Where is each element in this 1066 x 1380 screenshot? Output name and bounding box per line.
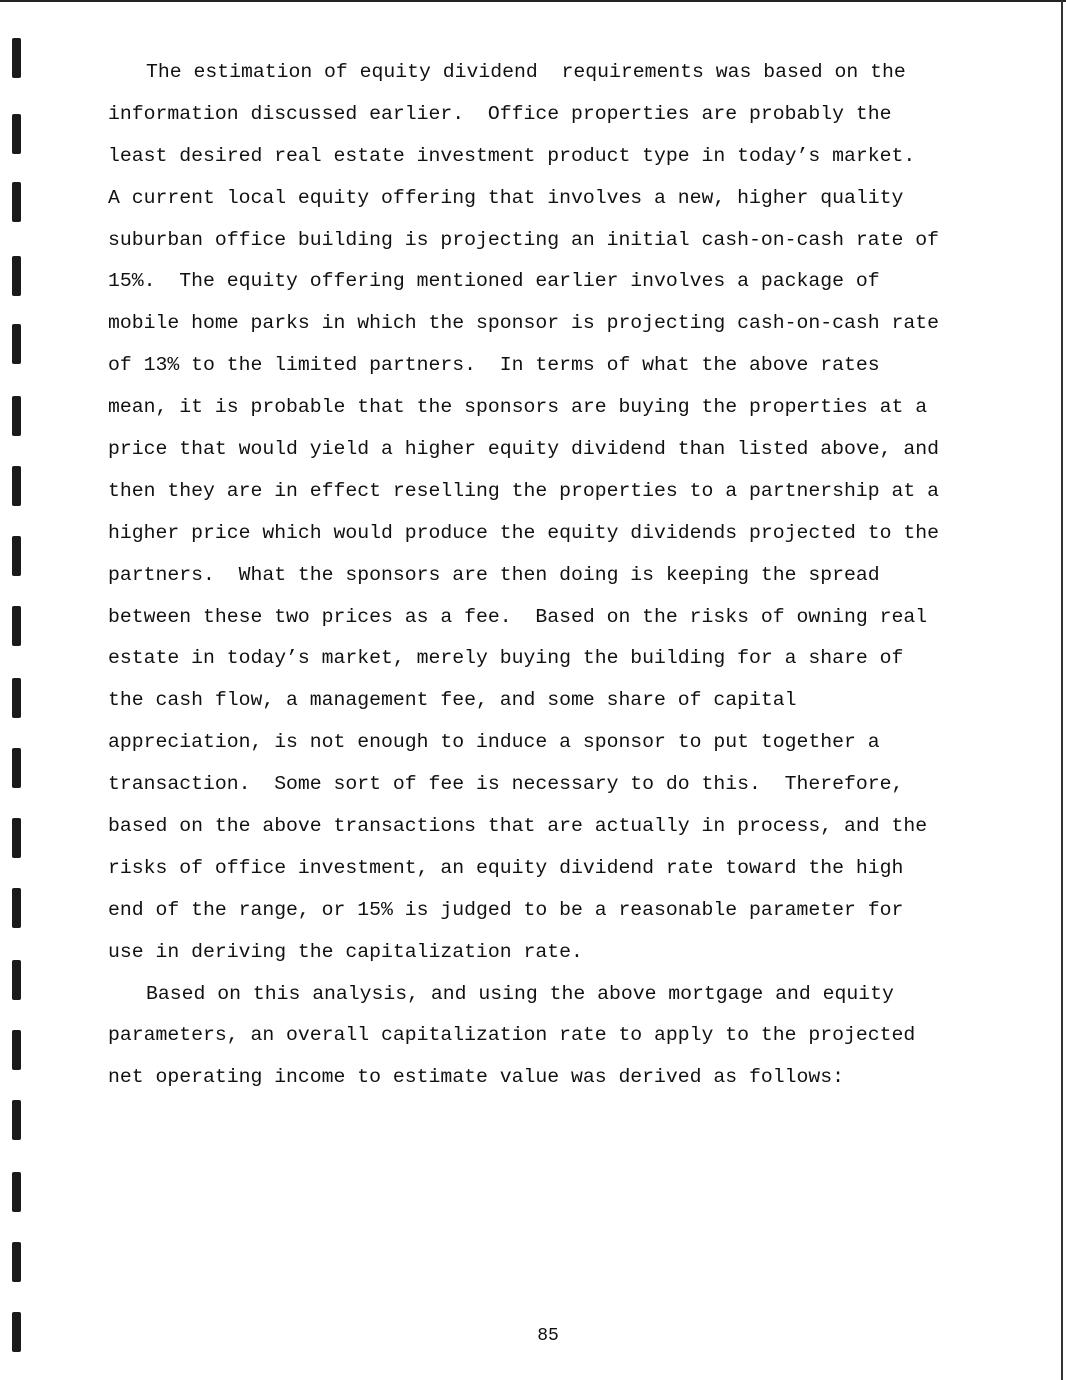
right-page-edge xyxy=(1061,0,1063,1380)
binding-hole xyxy=(12,114,21,154)
binding-holes xyxy=(6,0,26,1380)
binding-hole xyxy=(12,888,21,928)
binding-hole xyxy=(12,182,21,222)
text-line: transaction. Some sort of fee is necessary to do this. Therefore, xyxy=(108,773,904,796)
text-line: A current local equity offering that involves a new, higher quality xyxy=(108,186,904,209)
text-line: between these two prices as a fee. Based on the risks of owning real xyxy=(108,605,928,628)
text-line: information discussed earlier. Office properties are probably the xyxy=(108,102,892,125)
binding-hole xyxy=(12,38,21,78)
binding-hole xyxy=(12,536,21,576)
text-line: parameters, an overall capitalization rate to apply to the projected xyxy=(108,1024,916,1047)
binding-hole xyxy=(12,960,21,1000)
text-line: appreciation, is not enough to induce a sponsor to put together a xyxy=(108,731,880,754)
text-line: based on the above transactions that are actually in process, and the xyxy=(108,815,928,838)
binding-hole xyxy=(12,1100,21,1140)
binding-hole xyxy=(12,396,21,436)
binding-hole xyxy=(12,818,21,858)
binding-hole xyxy=(12,748,21,788)
text-line: estate in today’s market, merely buying the building for a share of xyxy=(108,647,904,670)
text-line: partners. What the sponsors are then doing is keeping the spread xyxy=(108,563,880,586)
text-line: higher price which would produce the equity dividends projected to the xyxy=(108,521,939,544)
text-line: the cash flow, a management fee, and some share of capital xyxy=(108,689,797,712)
text-line: suburban office building is projecting an initial cash-on-cash rate of xyxy=(108,228,939,251)
binding-hole xyxy=(12,466,21,506)
text-line: mean, it is probable that the sponsors are buying the properties at a xyxy=(108,396,928,419)
page-number: 85 xyxy=(537,1326,559,1346)
text-line: net operating income to estimate value was derived as follows: xyxy=(108,1066,844,1089)
text-line: risks of office investment, an equity dividend rate toward the high xyxy=(108,856,904,879)
text-line: 15%. The equity offering mentioned earlier involves a package of xyxy=(108,270,880,293)
text-line: mobile home parks in which the sponsor is projecting cash-on-cash rate xyxy=(108,312,939,335)
binding-hole xyxy=(12,1172,21,1212)
binding-hole xyxy=(12,256,21,296)
text-line: The estimation of equity dividend requirements was based on the xyxy=(146,61,906,83)
binding-hole xyxy=(12,606,21,646)
text-line: least desired real estate investment product type in today’s market. xyxy=(108,144,916,167)
body-text xyxy=(108,52,1008,1099)
text-line: use in deriving the capitalization rate. xyxy=(108,940,583,963)
text-line: end of the range, or 15% is judged to be a reasonable parameter for xyxy=(108,898,904,921)
text-line: price that would yield a higher equity dividend than listed above, and xyxy=(108,438,939,461)
top-border xyxy=(0,0,1066,2)
text-line: Based on this analysis, and using the above mortgage and equity xyxy=(146,982,894,1005)
binding-hole xyxy=(12,324,21,364)
binding-hole xyxy=(12,1242,21,1282)
text-line: of 13% to the limited partners. In terms of what the above rates xyxy=(108,354,880,377)
binding-hole xyxy=(12,1030,21,1070)
text-line: then they are in effect reselling the properties to a partnership at a xyxy=(108,479,939,502)
binding-hole xyxy=(12,678,21,718)
